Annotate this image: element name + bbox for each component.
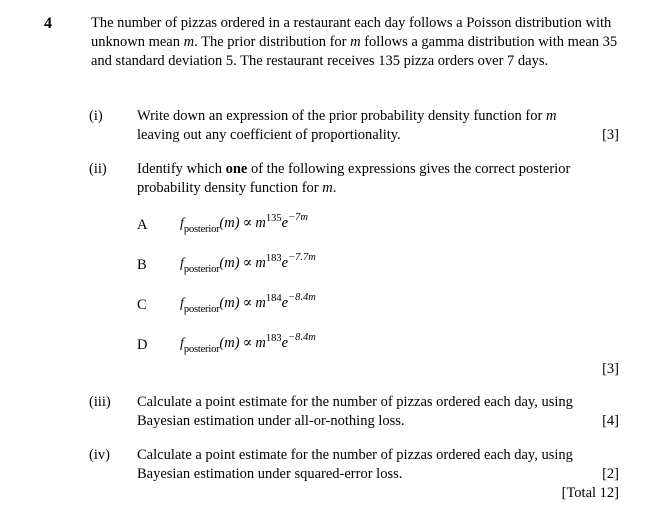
option-c-subscript: posterior: [183, 304, 220, 315]
part-i-text-2: leaving out any coefficient of proportionality.: [137, 127, 401, 143]
option-d-expression: [180, 334, 316, 354]
part-iv-label: (iv): [89, 447, 110, 463]
option-d-f: f: [180, 336, 184, 351]
option-d-power: 183: [265, 333, 282, 344]
option-d-base: m: [255, 335, 266, 351]
question-number: 4: [44, 15, 52, 32]
part-iv-marks: [2]: [602, 466, 619, 482]
option-b-base: m: [255, 255, 266, 271]
total-marks: [Total 12]: [561, 485, 619, 501]
option-a-e: e: [281, 215, 289, 231]
option-b-argument: (m): [219, 255, 240, 271]
part-iii-label: (iii): [89, 394, 111, 410]
option-b-e: e: [281, 255, 289, 271]
option-c-proportional: ∝: [242, 295, 253, 311]
option-c-base: m: [255, 295, 266, 311]
option-b-expression: [180, 254, 316, 274]
part-ii-variable-m: m: [322, 180, 333, 196]
part-i-marks: [3]: [602, 127, 619, 143]
option-a-subscript: posterior: [183, 224, 220, 235]
option-b-proportional: ∝: [242, 255, 253, 271]
option-a-proportional: ∝: [242, 215, 253, 231]
option-a-argument: (m): [219, 215, 240, 231]
option-a-power: 135: [265, 213, 282, 224]
stem-text-1: The number of pizzas ordered in a restaurant each day follows a Poisson distribution with unknown mean: [91, 15, 612, 50]
part-iii-marks: [4]: [602, 413, 619, 429]
option-d-proportional: ∝: [242, 335, 253, 351]
part-ii-text-c: .: [332, 180, 337, 196]
option-a-letter: A: [137, 217, 148, 233]
option-b-f: f: [180, 256, 184, 271]
option-c-power: 184: [265, 293, 282, 304]
option-a-f: f: [180, 216, 184, 231]
option-d-exponent: −8.4m: [288, 332, 316, 343]
option-a-exponent: −7m: [288, 212, 308, 223]
option-b-exponent: −7.7m: [288, 252, 316, 263]
option-a-expression: [180, 214, 308, 234]
option-a-base: m: [255, 215, 266, 231]
option-c-exponent: −8.4m: [288, 292, 316, 303]
option-d-subscript: posterior: [183, 344, 220, 355]
part-ii-marks: [3]: [602, 361, 619, 377]
part-ii-text: [137, 160, 607, 198]
option-c-expression: [180, 294, 316, 314]
option-b-letter: B: [137, 257, 147, 273]
option-d-argument: (m): [219, 335, 240, 351]
option-c-letter: C: [137, 297, 147, 313]
part-ii-text-a: Identify which: [137, 161, 226, 177]
stem-variable-m: m: [350, 34, 361, 50]
option-d-letter: D: [137, 337, 148, 353]
part-ii-text-b: of the following expressions gives the correct posterior probability density function for: [137, 161, 571, 196]
stem-variable-m: m: [183, 34, 195, 50]
part-i-text: [137, 107, 567, 145]
option-c-f: f: [180, 296, 184, 311]
part-i-text-1: Write down an expression of the prior probability density function for: [137, 108, 546, 124]
option-d-e: e: [281, 335, 289, 351]
stem-text-2: . The prior distribution for: [194, 34, 351, 50]
option-c-argument: (m): [219, 295, 240, 311]
part-iii-text: Calculate a point estimate for the number of pizzas ordered each day, using Bayesian estimation under all-or-nothing loss.: [137, 394, 573, 429]
option-b-subscript: posterior: [183, 264, 220, 275]
part-i-label: (i): [89, 108, 103, 124]
part-iv-text: Calculate a point estimate for the number of pizzas ordered each day, using Bayesian estimation under squared-error loss.: [137, 447, 573, 482]
part-ii-label: (ii): [89, 161, 107, 177]
part-i-variable-m: m: [545, 108, 557, 124]
stem-text-3: follows a gamma distribution with mean 35 and standard deviation 5. The restaurant receives 135 pizza orders over 7 days.: [91, 34, 618, 69]
option-c-e: e: [281, 295, 289, 311]
option-b-power: 183: [265, 253, 282, 264]
part-ii-text-bold: one: [225, 161, 248, 177]
question-stem: [91, 14, 626, 71]
